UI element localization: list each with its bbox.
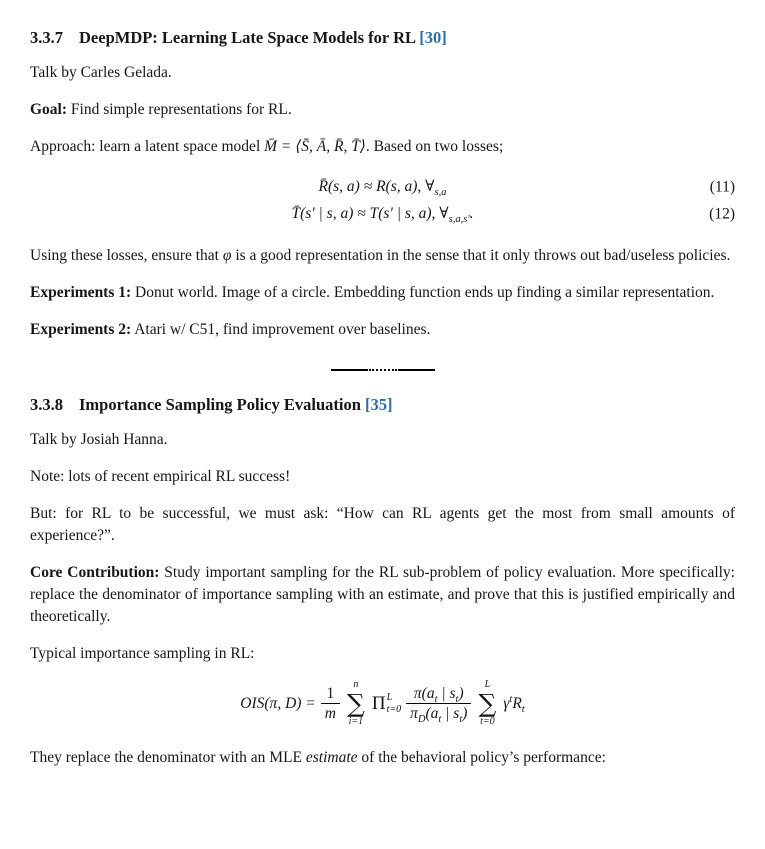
paragraph-note (30, 466, 735, 488)
eq11-forall-sub: s,a (434, 187, 447, 199)
sigma-icon: ∑ (346, 689, 365, 719)
sum-over-i (347, 680, 365, 727)
eq12-body: T̄(s′ | s, a) ≈ T(s′ | s, a), ∀ (291, 205, 449, 223)
equation-11 (30, 173, 735, 200)
importance-ratio-fraction (406, 684, 471, 724)
ratio-numerator: $\pi(a_t$ | $s_t$) (413, 684, 464, 705)
paragraph-experiments-1 (30, 282, 735, 304)
paragraph-using-losses (30, 245, 735, 267)
citation-link-30[interactable]: [30] (419, 28, 447, 47)
talk-text: Talk by Josiah Hanna. (30, 431, 168, 449)
section-number: 3.3.8 (30, 395, 63, 415)
sum-over-t (478, 680, 496, 727)
experiments-2-label: Experiments 2: (30, 321, 132, 339)
paragraph-talk-by-gelada (30, 62, 735, 84)
using-pre: Using these losses, ensure that (30, 247, 223, 265)
section-heading-338 (30, 395, 735, 415)
ois-lhs: OIS(π, D) = (240, 694, 316, 712)
one-over-m-fraction (321, 684, 340, 724)
paragraph-closing (30, 747, 735, 769)
equation-block-losses (30, 173, 735, 227)
sum2-lower-limit: t=0 (480, 716, 495, 728)
paragraph-approach (30, 136, 735, 158)
sum2-upper-limit: L (484, 679, 491, 691)
citation-link-35[interactable]: [35] (365, 395, 393, 415)
experiments-1-text: Donut world. Image of a circle. Embedding function ends up finding a similar representation. (131, 284, 715, 302)
sum1-lower-limit: i=1 (348, 716, 364, 728)
core-contribution-text: Study important sampling for the RL sub-problem of policy evaluation. More specifically: replace the denominator of importance sampling with an estimate, and prove that this is justified empirically and theoretically. (30, 564, 735, 626)
note-text: Note: lots of recent empirical RL success! (30, 468, 291, 486)
latent-model-math: M̄ = ⟨S̄, Ā, R̄, T̄⟩ (264, 138, 366, 155)
pi-product-icon: Π (371, 692, 386, 714)
closing-pre: They replace the denominator with an MLE (30, 749, 306, 767)
eq12-forall-sub: s,a,s′ (448, 214, 470, 226)
paragraph-goal (30, 99, 735, 121)
discounted-return-term: $\gamma^tR_t$ (503, 693, 525, 715)
closing-emphasis: estimate (305, 749, 358, 767)
equation-12 (30, 200, 735, 227)
product-upper-limit: L (386, 692, 393, 704)
paragraph-but (30, 503, 735, 547)
equation-number-11: (11) (709, 178, 735, 195)
core-contribution-label: Core Contribution: (30, 564, 160, 582)
approach-post: . Based on two losses; (365, 138, 504, 155)
product-operator (372, 692, 401, 715)
section-title: DeepMDP: Learning Late Space Models for RL (79, 28, 416, 47)
product-limits (387, 692, 402, 715)
phi-symbol: φ (222, 247, 232, 265)
goal-text: Find simple representations for RL. (67, 101, 292, 118)
closing-post: of the behavioral policy’s performance: (357, 749, 606, 767)
section-number: 3.3.7 (30, 28, 63, 47)
sigma-icon: ∑ (478, 689, 497, 719)
using-post: is a good representation in the sense that it only throws out bad/useless policies. (231, 247, 731, 265)
equation-number-12: (12) (709, 205, 735, 223)
but-text: But: for RL to be successful, we must ask: “How can RL agents get the most from small amounts of experience?”. (30, 505, 735, 545)
paragraph-talk-by-hanna (30, 429, 735, 451)
frac1-numerator: 1 (326, 684, 335, 702)
frac1-denominator: m (321, 703, 340, 723)
separator-line-right (398, 369, 435, 371)
paragraph-experiments-2 (30, 319, 735, 341)
sum1-upper-limit: n (353, 679, 359, 691)
paragraph-core-contribution (30, 562, 735, 628)
approach-pre: Approach: learn a latent space model (30, 138, 265, 155)
typical-is-text: Typical importance sampling in RL: (30, 645, 255, 663)
section-title: Importance Sampling Policy Evaluation (79, 395, 361, 415)
goal-label: Goal: (30, 101, 68, 118)
paragraph-typical-is (30, 643, 735, 665)
eq11-body: R̄(s, a) ≈ R(s, a), ∀ (318, 178, 435, 195)
product-lower-limit: t=0 (386, 703, 402, 715)
equation-ois (30, 680, 735, 727)
section-heading-337 (30, 28, 735, 48)
experiments-2-text: Atari w/ C51, find improvement over baselines. (131, 321, 431, 339)
section-separator (30, 369, 735, 371)
ratio-denominator: $\pi_D(a_t$ | $s_t$) (406, 703, 471, 723)
talk-text: Talk by Carles Gelada. (30, 64, 172, 81)
separator-dots (369, 369, 397, 371)
eq12-tail: . (469, 205, 474, 223)
experiments-1-label: Experiments 1: (30, 284, 132, 302)
separator-line-left (331, 369, 368, 371)
